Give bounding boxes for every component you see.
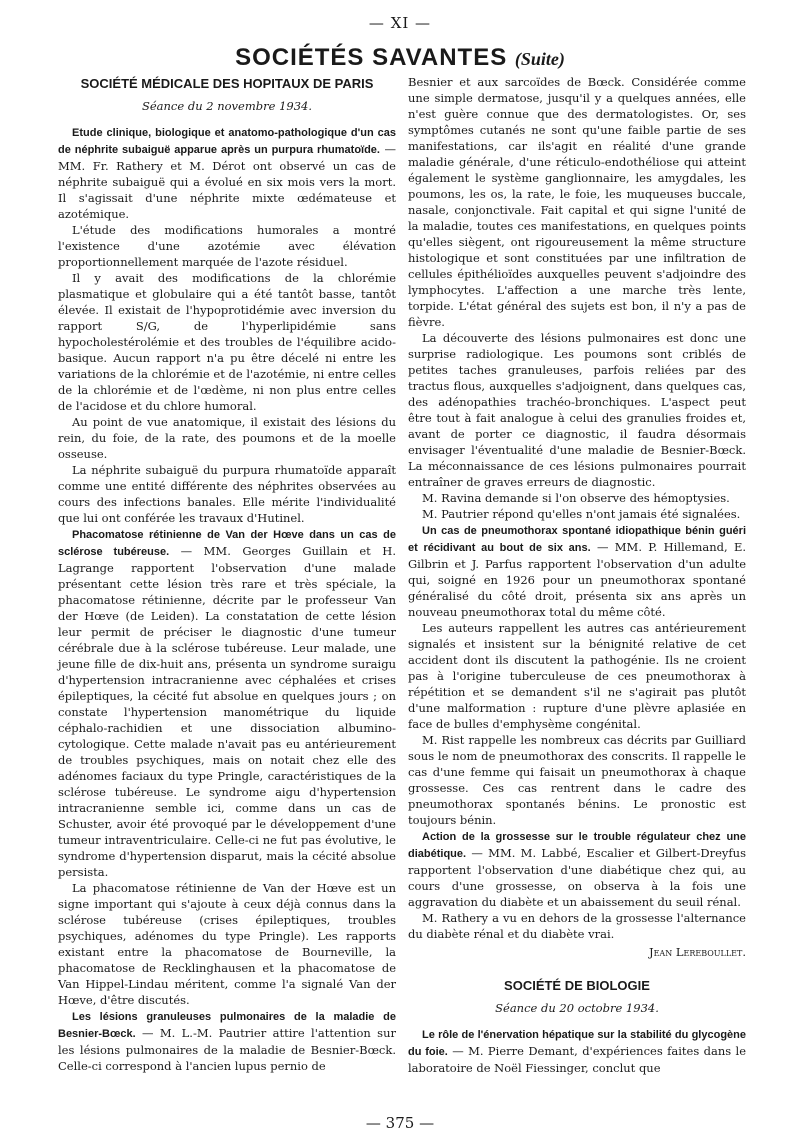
article-grossesse xyxy=(408,828,746,910)
paragraph: Il y avait des modifications de la chlorémie plasmatique et globulaire qui a été tantôt basse, tantôt élevée. Il existait de l'hypoprotidémie avec inversion du rapport S/G, de l'hyperlipidémie sans hypocholestérolémie et des troubles de l'équilibre acido-basique. Aucun rapport n'a pu être décelé ni entre les variations de la chlorémie et de l'azotémie, ni entre celles de la chlorémie et de l'œdème, ni non plus entre celles de l'acidose et du chlore humoral. xyxy=(58,271,396,413)
title-text: SOCIÉTÉS SAVANTES xyxy=(235,44,508,71)
article-title: Etude clinique, biologique et anatomo-pathologique d'un cas de néphrite subaiguë apparue après un purpura rhumatoïde. xyxy=(58,127,396,156)
article-body: — MM. Fr. Rathery et M. Dérot ont observé un cas de néphrite subaiguë qui a évolué en six mois vers la mort. Il s'agissait d'une néphrite mixte œdémateuse et azotémique. xyxy=(58,142,397,221)
paragraph: La phacomatose rétinienne de Van der Hœve est un signe important qui s'ajoute à ceux déjà connus dans la sclérose tubéreuse (crises épileptiques, troubles psychiques, adénomes du type Pringle). Les rapports existant entre la phacomatose de Bourneville, la phacomatose de Recklinghausen et la phacomatose de Van Hippel-Lindau méritent, comme l'a signalé Van der Hœve, d'être discutés. xyxy=(58,881,396,1007)
article-body: — MM. Georges Guillain et H. Lagrange rapportent l'observation d'une malade présentant cette lésion très rare et très spéciale, la phacomatose rétinienne, décrite par le professeur Van der Hœve (de Leiden). La constatation de cette lésion leur permit de préciser le diagnostic d'une tumeur cérébrale due à la sclérose tubéreuse. Leur malade, une jeune fille de dix-huit ans, présenta un syndrome suraigu d'hypertension intracranienne avec céphalées et crises épileptiques, la cécité fut absolue en quelques jours ; on constate l'hypertension manométrique du liquide céphalo-rachidien et une dissociation albumino-cytologique. Cette malade n'avait pas eu antérieurement de troubles psychiques, mais on notait chez elle des adénomes faciaux du type Pringle, caractéristiques de la sclérose tubéreuse. Le syndrome aigu d'hypertension intracranienne semble ici, comme dans un cas de Schuster, avoir été provoqué par le développement d'une tumeur intraventriculaire. Celle-ci ne fut pas évolutive, le syndrome d'hypertension disparut, mais la cécité absolue persista. xyxy=(58,544,396,879)
right-column xyxy=(408,74,746,1076)
paragraph: Au point de vue anatomique, il existait des lésions du rein, du foie, de la rate, des poumons et de la moelle osseuse. xyxy=(58,415,396,461)
paragraph: La découverte des lésions pulmonaires est donc une surprise radiologique. Les poumons sont criblés de petites taches granuleuses, parfois reliées par des tractus flous, auxquelles s'adjoignent, dans quelques cas, des adénopathies trachéo-bronchiques. L'aspect peut être tout à fait analogue à celui des granulies froides et, avant de porter ce diagnostic, il faudra désormais envisager l'éventualité d'une maladie de Besnier-Bœck. La méconnaissance de ces lésions pulmonaires pourrait entraîner de graves erreurs de diagnostic. xyxy=(408,331,746,489)
article-besnier-boeck xyxy=(58,1008,396,1074)
paragraph: M. Rathery a vu en dehors de la grossesse l'alternance du diabète rénal et du diabète vrai. xyxy=(408,911,746,941)
author-signature: Jean Lereboullet. xyxy=(648,945,746,959)
page-roman-numeral: — XI — xyxy=(368,14,432,32)
paragraph: L'étude des modifications humorales a montré l'existence d'une azotémie avec élévation proportionnellement marquée de l'azote résiduel. xyxy=(58,223,396,269)
title-suite: (Suite) xyxy=(514,49,565,69)
paragraph-continued: Besnier et aux sarcoïdes de Bœck. Considérée comme une simple dermatose, jusqu'il y a quelques années, elle n'est guère connue que des dermatologistes. Or, ses symptômes cutanés ne sont qu'une faible partie de ses manifestations, car ils'agit en réalité d'une grande maladie générale, d'une réticulo-endothéliose qui atteint également le système ganglionnaire, les amygdales, les poumons, les os, la rate, le foie, les muqueuses buccale, nasale, conjonctivale. Fait capital et qui signe l'unité de la maladie, toutes ces manifestations, en quelques points qu'elles siègent, ont rigoureusement la même structure histologique et sont constituées par une infiltration de cellules épithélioïdes auxquelles peuvent s'adjoindre des lymphocytes. L'affection a une marche très lente, torpide. L'état général des sujets est bon, il n'y a pas de fièvre. xyxy=(408,75,746,329)
left-column xyxy=(58,74,396,1074)
section-title-biologie: SOCIÉTÉ DE BIOLOGIE xyxy=(504,978,650,993)
article-enervation xyxy=(408,1026,746,1076)
page-number: — 375 — xyxy=(365,1114,435,1132)
article-title: Phacomatose rétinienne de Van der Hœve dans un cas de sclérose tubéreuse. xyxy=(58,529,396,558)
article-body: — M. Pierre Demant, d'expériences faites dans le laboratoire de Noël Fiessinger, conclut que xyxy=(408,1044,747,1075)
article-title: Action de la grossesse sur le trouble régulateur chez une diabétique. xyxy=(408,831,746,860)
paragraph: Les auteurs rappellent les autres cas antérieurement signalés et insistent sur la bénignité relative de cet accident dont ils discutent la pathogénie. Ils ne croient pas à l'origine tuberculeuse de ces pneumothorax à répétition et se demandent s'il ne s'agirait pas plutôt d'une malformation : rupture d'une plèvre aplasiée en face de bulles d'emphysème congénital. xyxy=(408,621,746,731)
section-title-medicale: SOCIÉTÉ MÉDICALE DES HOPITAUX DE PARIS xyxy=(80,76,374,91)
paragraph: M. Ravina demande si l'on observe des hémoptysies. xyxy=(422,491,730,505)
article-title: Les lésions granuleuses pulmonaires de la maladie de Besnier-Bœck. xyxy=(58,1011,396,1040)
paragraph: La néphrite subaiguë du purpura rhumatoïde apparaît comme une entité différente des néphrites observées au cours des infections banales. Elle mérite l'individualité que lui ont conférée les travaux d'Hutinel. xyxy=(58,463,396,525)
paragraph: M. Pautrier répond qu'elles n'ont jamais été signalées. xyxy=(422,507,741,521)
article-phacomatose xyxy=(58,526,396,880)
article-pneumothorax xyxy=(408,522,746,620)
seance-date: Séance du 20 octobre 1934. xyxy=(495,1001,659,1015)
page-title xyxy=(0,44,800,72)
article-body: — MM. M. Labbé, Escalier et Gilbert-Dreyfus rapportent l'observation d'une diabétique chez qui, au cours d'une grossesse, on observa à la fois une aggravation du diabète et un abaissement du seuil rénal. xyxy=(408,846,746,909)
article-body: — MM. P. Hillemand, E. Gilbrin et J. Parfus rapportent l'observation d'un adulte qui, soigné en 1926 pour un pneumothorax spontané généralisé du côté droit, présenta six ans après un nouveau pneumothorax total du même côté. xyxy=(408,540,746,619)
seance-date: Séance du 2 novembre 1934. xyxy=(141,99,313,113)
article-title: Un cas de pneumothorax spontané idiopathique bénin guéri et récidivant au bout de six ans. xyxy=(408,525,746,554)
paragraph: M. Rist rappelle les nombreux cas décrits par Guilliard sous le nom de pneumothorax des conscrits. Il rappelle le cas d'une femme qui faisait un pneumothorax à chaque grossesse. Ces cas rentrent dans le cadre des pneumothorax spontanés bénins. Le pronostic est toujours bénin. xyxy=(408,733,746,827)
article-body: — M. L.-M. Pautrier attire l'attention sur les lésions pulmonaires de la maladie de Besnier-Bœck. Celle-ci correspond à l'ancien lupus pernio de xyxy=(58,1026,396,1073)
article-title: Le rôle de l'énervation hépatique sur la stabilité du glycogène du foie. xyxy=(408,1029,746,1058)
article-nephrite xyxy=(58,124,396,222)
